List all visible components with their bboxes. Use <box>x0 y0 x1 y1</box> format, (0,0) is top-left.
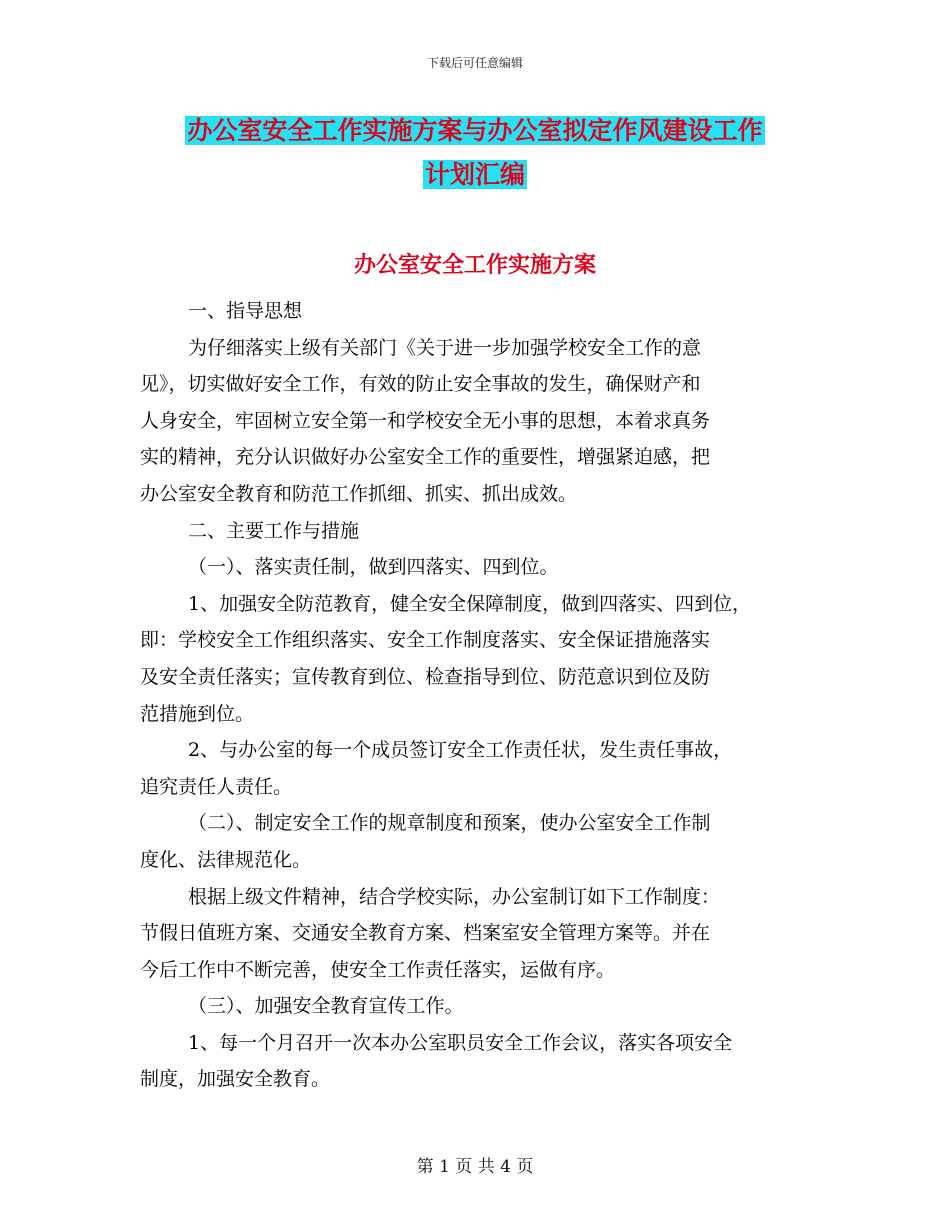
text-line: 一、指导思想 <box>188 300 303 322</box>
document-title-line-1: 办公室安全工作实施方案与办公室拟定作风建设工作 <box>187 116 763 145</box>
text-line: 为仔细落实上级有关部门《关于进一步加强学校安全工作的意 <box>188 336 702 359</box>
document-body <box>140 293 820 1098</box>
document-title <box>0 110 950 189</box>
text-line: 见》，切实做好安全工作，有效的防止安全事故的发生，确保财产和 <box>140 373 701 396</box>
text-line: 2、与办公室的每一个成员签订安全工作责任状，发生责任事故， <box>188 739 733 762</box>
text-line: 追究责任人责任。 <box>140 775 293 798</box>
text-line: （一）、落实责任制，做到四落实、四到位。 <box>188 556 559 579</box>
text-line: 实的精神，充分认识做好办公室安全工作的重要性，增强紧迫感，把 <box>140 446 711 469</box>
text-line: 范措施到位。 <box>140 702 255 725</box>
text-line: 度化、法律规范化。 <box>140 848 312 871</box>
text-line: 及安全责任落实；宣传教育到位、检查指导到位、防范意识到位及防 <box>140 665 711 688</box>
header-note: 下载后可任意编辑 <box>426 56 523 70</box>
section-title: 办公室安全工作实施方案 <box>353 253 596 278</box>
text-line: 节假日值班方案、交通安全教育方案、档案室安全管理方案等。并在 <box>140 922 711 945</box>
page-footer: 第 1 页 共 4 页 <box>416 1157 534 1177</box>
text-line: 人身安全，牢固树立安全第一和学校安全无小事的思想，本着求真务 <box>140 409 711 432</box>
text-line: 今后工作中不断完善，使安全工作责任落实，运做有序。 <box>140 958 616 981</box>
text-line: 1、每一个月召开一次本办公室职员安全工作会议，落实各项安全 <box>188 1031 733 1054</box>
text-line: 根据上级文件精神，结合学校实际，办公室制订如下工作制度： <box>188 885 721 908</box>
text-line: 1、加强安全防范教育，健全安全保障制度，做到四落实、四到位， <box>188 592 752 615</box>
document-title-line-2: 计划汇编 <box>424 160 525 189</box>
text-line: 即：学校安全工作组织落实、安全工作制度落实、安全保证措施落实 <box>140 629 711 652</box>
text-line: （二）、制定安全工作的规章制度和预案，使办公室安全工作制 <box>188 812 711 835</box>
text-line: 二、主要工作与措施 <box>188 519 360 542</box>
text-line: 办公室安全教育和防范工作抓细、抓实、抓出成效。 <box>140 482 578 505</box>
text-line: （三）、加强安全教育宣传工作。 <box>188 995 464 1018</box>
text-line: 制度，加强安全教育。 <box>140 1068 331 1091</box>
